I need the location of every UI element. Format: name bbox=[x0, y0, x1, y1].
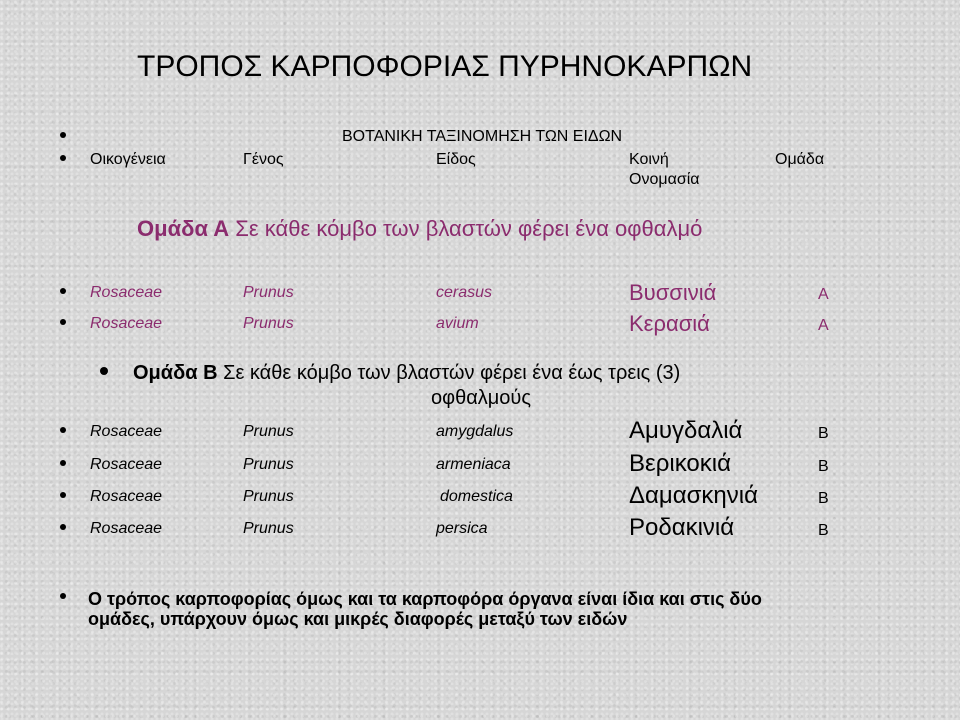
bullet bbox=[100, 367, 108, 375]
group-b-row-3-species: domestica bbox=[440, 488, 513, 505]
group-b-label: Ομάδα Β bbox=[133, 362, 218, 384]
group-a-row-2-genus: Prunus bbox=[243, 315, 294, 332]
group-a-row-2-species: avium bbox=[436, 315, 479, 332]
column-common-name-1: Κοινή bbox=[629, 151, 669, 168]
column-family: Οικογένεια bbox=[90, 151, 166, 168]
group-b-row-3-family: Rosaceae bbox=[90, 488, 163, 505]
group-b-row-2-common: Βερικοκιά bbox=[629, 450, 731, 477]
taxonomy-heading: ΒΟΤΑΝΙΚΗ ΤΑΞΙΝΟΜΗΣΗ ΤΩΝ ΕΙΔΩΝ bbox=[342, 128, 623, 145]
group-b-row-2-species: armeniaca bbox=[436, 456, 511, 473]
bullet bbox=[60, 319, 66, 325]
column-common-name-2: Ονομασία bbox=[629, 171, 700, 188]
group-b-row-4-group: Β bbox=[818, 522, 829, 539]
group-b-row-2-family: Rosaceae bbox=[90, 456, 163, 473]
page-title: ΤΡΟΠΟΣ ΚΑΡΠΟΦΟΡΙΑΣ ΠΥΡΗΝΟΚΑΡΠΩΝ bbox=[137, 50, 753, 83]
group-a-row-1-family: Rosaceae bbox=[90, 284, 163, 301]
group-b-title bbox=[133, 362, 680, 385]
column-genus: Γένος bbox=[243, 151, 284, 168]
group-a-title bbox=[137, 216, 702, 242]
group-a-label: Ομάδα Α bbox=[137, 216, 230, 241]
group-b-row-1-family: Rosaceae bbox=[90, 423, 163, 440]
group-a-row-2-group: Α bbox=[818, 317, 829, 334]
group-a-row-2-family: Rosaceae bbox=[90, 315, 163, 332]
group-b-row-2-group: Β bbox=[818, 458, 829, 475]
group-b-description-line2: οφθαλμούς bbox=[431, 387, 531, 409]
group-a-row-1-group: Α bbox=[818, 286, 829, 303]
column-group: Ομάδα bbox=[775, 151, 825, 168]
group-b-row-4-common: Ροδακινιά bbox=[629, 514, 735, 541]
group-a-description: Σε κάθε κόμβο των βλαστών φέρει ένα οφθαλμό bbox=[235, 216, 703, 241]
bullet bbox=[60, 288, 66, 294]
group-b-row-4-genus: Prunus bbox=[243, 520, 294, 537]
group-b-row-2-genus: Prunus bbox=[243, 456, 294, 473]
group-a-row-1-common: Βυσσινιά bbox=[629, 280, 717, 305]
group-b-row-1-group: Β bbox=[818, 425, 829, 442]
group-b-row-3-common: Δαμασκηνιά bbox=[629, 482, 758, 509]
group-b-row-1-common: Αμυγδαλιά bbox=[629, 417, 743, 444]
group-b-row-1-genus: Prunus bbox=[243, 423, 294, 440]
bullet bbox=[60, 132, 66, 138]
bullet bbox=[60, 155, 66, 161]
group-a-row-2-common: Κερασιά bbox=[629, 311, 710, 336]
group-b-description: Σε κάθε κόμβο των βλαστών φέρει ένα έως τρεις (3) bbox=[223, 362, 681, 384]
group-b-row-3-group: Β bbox=[818, 490, 829, 507]
group-a-row-1-genus: Prunus bbox=[243, 284, 294, 301]
group-a-row-1-species: cerasus bbox=[436, 284, 493, 301]
group-b-row-1-species: amygdalus bbox=[436, 423, 514, 440]
bullet bbox=[60, 460, 66, 466]
bullet bbox=[60, 492, 66, 498]
footer-note-line1: Ο τρόπος καρποφορίας όμως και τα καρποφόρα όργανα είναι ίδια και στις δύο bbox=[88, 589, 762, 609]
group-b-row-3-genus: Prunus bbox=[243, 488, 294, 505]
group-b-row-4-species: persica bbox=[436, 520, 488, 537]
bullet bbox=[60, 524, 66, 530]
group-b-row-4-family: Rosaceae bbox=[90, 520, 163, 537]
footer-note-line2: ομάδες, υπάρχουν όμως και μικρές διαφορές μεταξύ των ειδών bbox=[88, 609, 628, 629]
bullet bbox=[60, 427, 66, 433]
bullet bbox=[60, 593, 66, 599]
column-species: Είδος bbox=[436, 151, 476, 168]
